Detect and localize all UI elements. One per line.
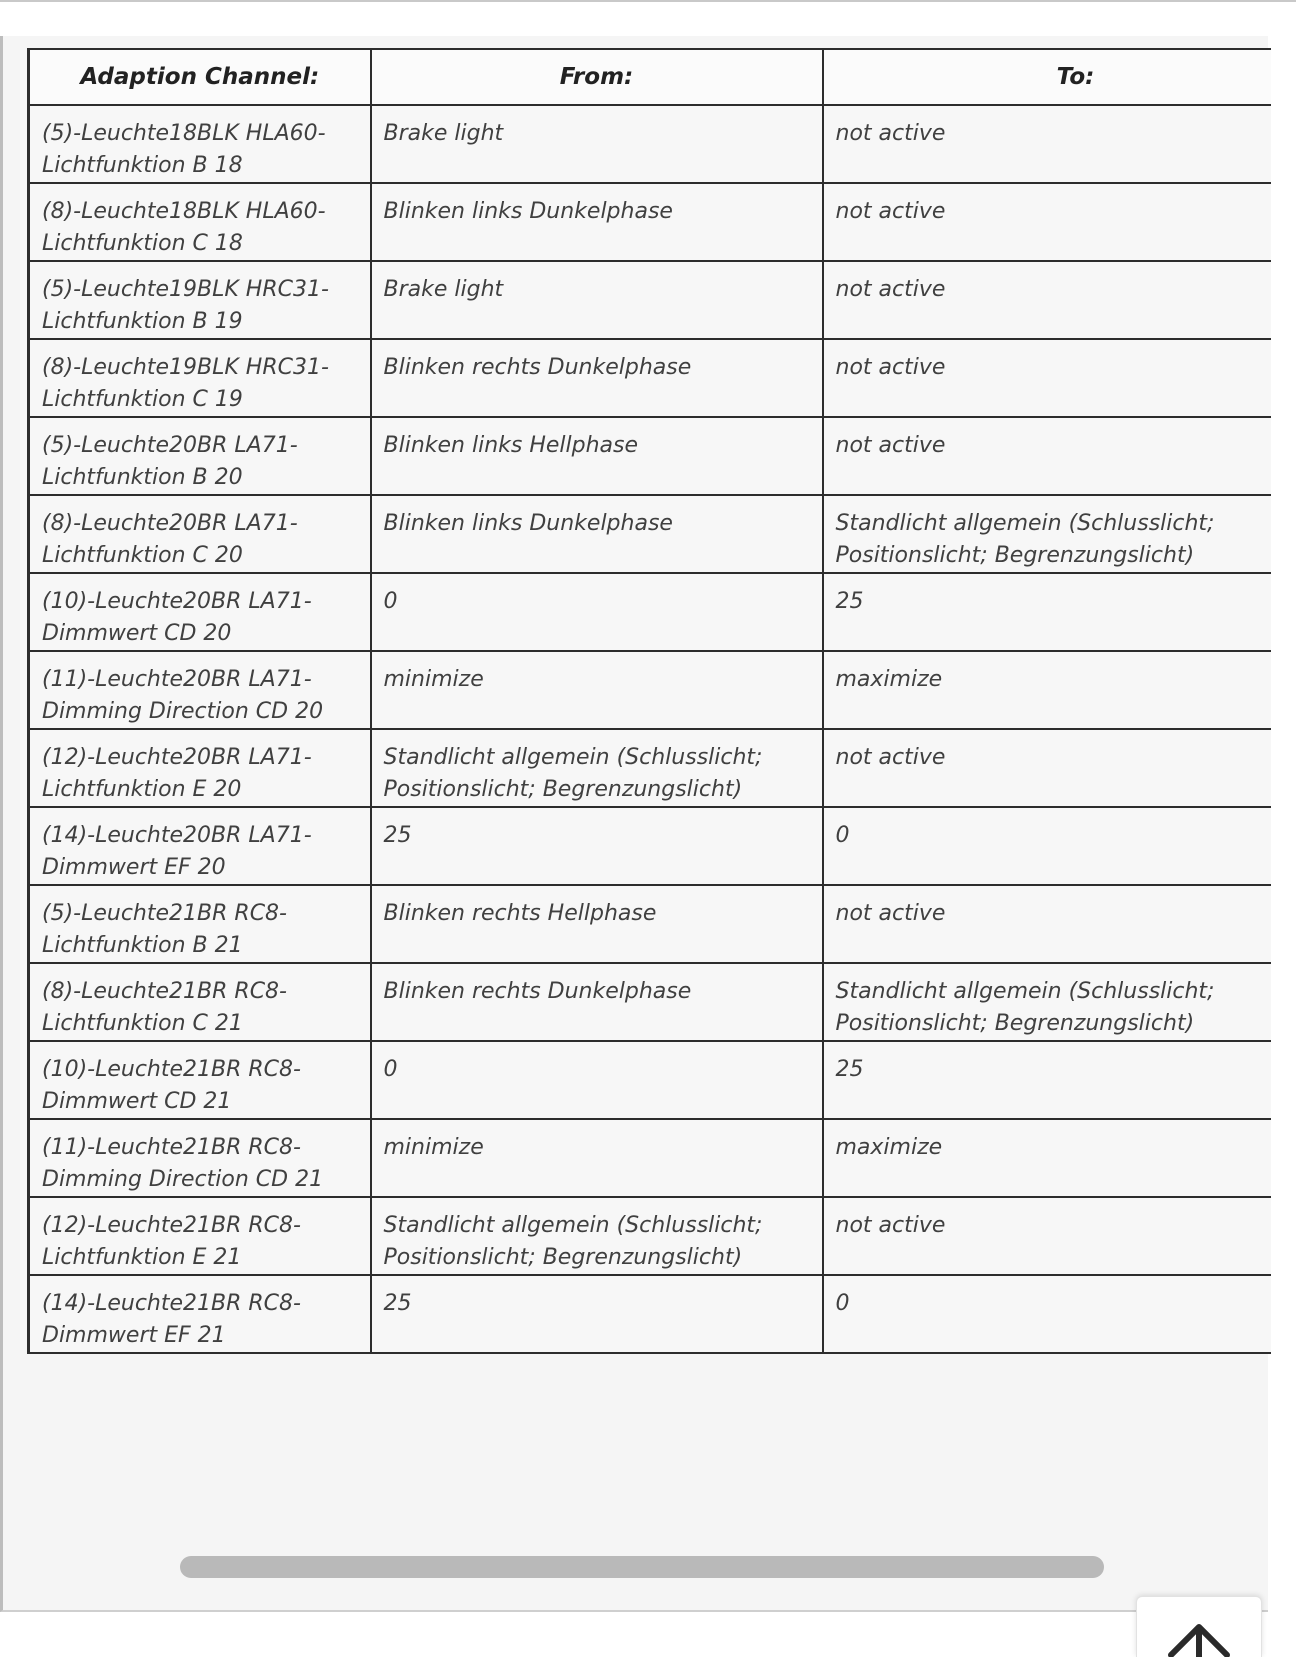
cell-channel: (10)-Leuchte20BR LA71-Dimmwert CD 20 xyxy=(29,573,371,651)
table-row xyxy=(29,963,1272,1041)
cell-to: 0 xyxy=(823,807,1272,885)
table-row xyxy=(29,729,1272,807)
back-to-top-button[interactable] xyxy=(1136,1596,1262,1657)
cell-to: 0 xyxy=(823,1275,1272,1353)
cell-channel: (14)-Leuchte21BR RC8-Dimmwert EF 21 xyxy=(29,1275,371,1353)
table-row xyxy=(29,885,1272,963)
cell-channel: (8)-Leuchte18BLK HLA60-Lichtfunktion C 18 xyxy=(29,183,371,261)
cell-to: not active xyxy=(823,261,1272,339)
table-scroll-area[interactable] xyxy=(27,48,1271,1568)
table-row xyxy=(29,105,1272,183)
cell-from: 0 xyxy=(371,573,823,651)
table-row xyxy=(29,1041,1272,1119)
table-row xyxy=(29,1197,1272,1275)
table-row xyxy=(29,1275,1272,1353)
table-row xyxy=(29,1119,1272,1197)
cell-from: Blinken rechts Hellphase xyxy=(371,885,823,963)
header-adaption-channel: Adaption Channel: xyxy=(29,49,371,105)
table-row xyxy=(29,651,1272,729)
cell-channel: (12)-Leuchte21BR RC8-Lichtfunktion E 21 xyxy=(29,1197,371,1275)
adaption-table xyxy=(27,48,1271,1354)
table-row xyxy=(29,417,1272,495)
header-from: From: xyxy=(371,49,823,105)
cell-to: not active xyxy=(823,417,1272,495)
top-divider xyxy=(0,0,1296,2)
cell-from: minimize xyxy=(371,651,823,729)
cell-channel: (8)-Leuchte19BLK HRC31-Lichtfunktion C 19 xyxy=(29,339,371,417)
table-body xyxy=(29,105,1272,1353)
cell-channel: (5)-Leuchte21BR RC8-Lichtfunktion B 21 xyxy=(29,885,371,963)
cell-to: not active xyxy=(823,339,1272,417)
cell-from: 25 xyxy=(371,807,823,885)
cell-channel: (10)-Leuchte21BR RC8-Dimmwert CD 21 xyxy=(29,1041,371,1119)
arrow-up-icon xyxy=(1166,1597,1232,1657)
cell-from: Standlicht allgemein (Schlusslicht; Positionslicht; Begrenzungslicht) xyxy=(371,729,823,807)
table-row xyxy=(29,339,1272,417)
table-row xyxy=(29,183,1272,261)
header-to: To: xyxy=(823,49,1272,105)
cell-from: Brake light xyxy=(371,105,823,183)
cell-to: Standlicht allgemein (Schlusslicht; Positionslicht; Begrenzungslicht) xyxy=(823,963,1272,1041)
cell-to: not active xyxy=(823,105,1272,183)
table-row xyxy=(29,573,1272,651)
cell-from: Blinken links Dunkelphase xyxy=(371,495,823,573)
table-row xyxy=(29,495,1272,573)
cell-channel: (5)-Leuchte19BLK HRC31-Lichtfunktion B 19 xyxy=(29,261,371,339)
table-header-row xyxy=(29,49,1272,105)
cell-to: maximize xyxy=(823,651,1272,729)
cell-from: 0 xyxy=(371,1041,823,1119)
cell-channel: (11)-Leuchte21BR RC8-Dimming Direction CD 21 xyxy=(29,1119,371,1197)
cell-channel: (14)-Leuchte20BR LA71-Dimmwert EF 20 xyxy=(29,807,371,885)
cell-to: not active xyxy=(823,1197,1272,1275)
cell-channel: (5)-Leuchte20BR LA71-Lichtfunktion B 20 xyxy=(29,417,371,495)
cell-channel: (11)-Leuchte20BR LA71-Dimming Direction CD 20 xyxy=(29,651,371,729)
cell-to: maximize xyxy=(823,1119,1272,1197)
cell-to: not active xyxy=(823,183,1272,261)
cell-from: Blinken links Hellphase xyxy=(371,417,823,495)
cell-channel: (12)-Leuchte20BR LA71-Lichtfunktion E 20 xyxy=(29,729,371,807)
cell-from: 25 xyxy=(371,1275,823,1353)
table-row xyxy=(29,261,1272,339)
cell-to: 25 xyxy=(823,1041,1272,1119)
cell-channel: (5)-Leuchte18BLK HLA60-Lichtfunktion B 18 xyxy=(29,105,371,183)
table-row xyxy=(29,807,1272,885)
cell-channel: (8)-Leuchte21BR RC8-Lichtfunktion C 21 xyxy=(29,963,371,1041)
cell-channel: (8)-Leuchte20BR LA71-Lichtfunktion C 20 xyxy=(29,495,371,573)
cell-to: 25 xyxy=(823,573,1272,651)
cell-from: Blinken links Dunkelphase xyxy=(371,183,823,261)
cell-to: Standlicht allgemein (Schlusslicht; Positionslicht; Begrenzungslicht) xyxy=(823,495,1272,573)
cell-from: Blinken rechts Dunkelphase xyxy=(371,963,823,1041)
cell-from: minimize xyxy=(371,1119,823,1197)
cell-to: not active xyxy=(823,885,1272,963)
cell-from: Blinken rechts Dunkelphase xyxy=(371,339,823,417)
table-container xyxy=(0,36,1268,1612)
cell-to: not active xyxy=(823,729,1272,807)
cell-from: Standlicht allgemein (Schlusslicht; Positionslicht; Begrenzungslicht) xyxy=(371,1197,823,1275)
horizontal-scrollbar-thumb[interactable] xyxy=(180,1556,1104,1578)
cell-from: Brake light xyxy=(371,261,823,339)
